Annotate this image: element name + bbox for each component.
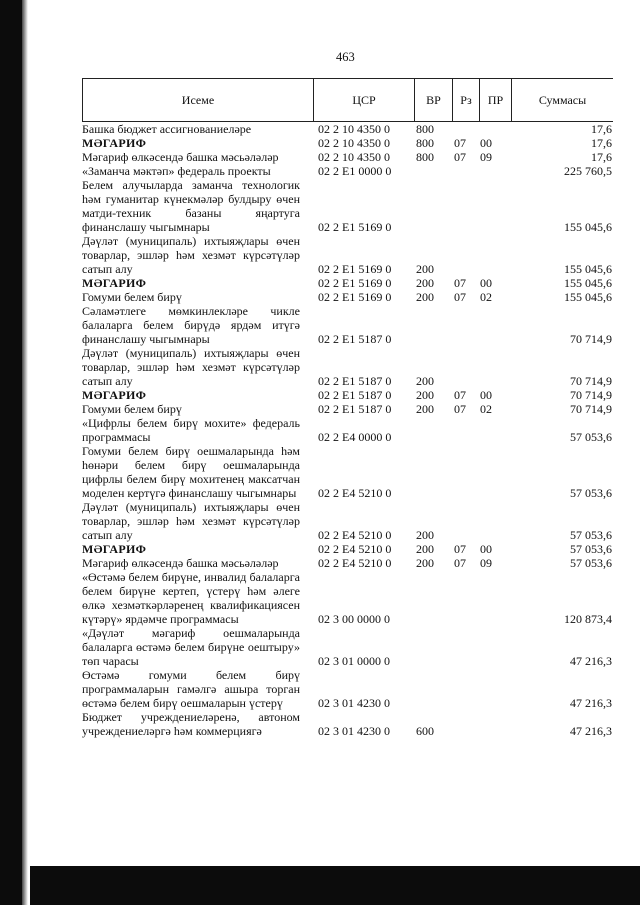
row-sum: 70 714,9 (570, 374, 612, 388)
table-row (82, 234, 612, 276)
row-sum: 47 216,3 (570, 654, 612, 668)
header-rz: Рз (453, 79, 480, 121)
row-vr-code: 800 (416, 122, 434, 136)
row-sum: 57 053,6 (570, 430, 612, 444)
row-csr-code: 02 3 01 4230 0 (318, 724, 390, 738)
row-rz-code: 07 (454, 290, 466, 304)
row-rz-code: 07 (454, 276, 466, 290)
row-sum: 155 045,6 (564, 262, 612, 276)
row-name: Гомуми белем бирү оешмаларында һәм һөнәри белем бирү оешмаларында цифрлы белем бирү мохитенең максатчан моделен кертүгә финанслашу чыгымнары (82, 444, 300, 500)
table-row (82, 136, 612, 150)
scan-border-left (0, 0, 22, 905)
row-sum: 70 714,9 (570, 388, 612, 402)
header-vr: ВР (415, 79, 453, 121)
row-pr-code: 00 (480, 276, 492, 290)
row-name: Гомуми белем бирү (82, 402, 182, 416)
table-row (82, 276, 612, 290)
row-csr-code: 02 2 10 4350 0 (318, 136, 390, 150)
row-vr-code: 200 (416, 542, 434, 556)
row-name: Дәүләт (муниципаль) ихтыяҗлары өчен товарлар, эшләр һәм хезмәт күрсәтүләр сатып алу (82, 346, 300, 388)
row-pr-code: 02 (480, 402, 492, 416)
row-vr-code: 200 (416, 276, 434, 290)
table-row (82, 178, 612, 234)
header-csr: ЦСР (314, 79, 415, 121)
row-pr-code: 02 (480, 290, 492, 304)
row-name: Белем алучыларда заманча технологик һәм гуманитар күнекмәләр булдыру өчен матди-техник базаны яңартуга финанслашу чыгымнары (82, 178, 300, 234)
row-csr-code: 02 2 10 4350 0 (318, 150, 390, 164)
row-sum: 70 714,9 (570, 402, 612, 416)
header-pr: ПР (480, 79, 512, 121)
row-rz-code: 07 (454, 556, 466, 570)
row-sum: 47 216,3 (570, 724, 612, 738)
row-sum: 155 045,6 (564, 220, 612, 234)
row-vr-code: 800 (416, 136, 434, 150)
row-name: «Өстәмә белем бирүне, инвалид балаларга белем бирүне кертеп, үстерү һәм әлеге өлкә хезмәткәрләренең квалификациясен күтәрү» ярдәмче программасы (82, 570, 300, 626)
table-row (82, 304, 612, 346)
row-sum: 57 053,6 (570, 556, 612, 570)
row-name: Мәгариф өлкәсендә башка мәсьәләләр (82, 150, 279, 164)
row-rz-code: 07 (454, 150, 466, 164)
row-name: «Заманча мәктәп» федераль проекты (82, 164, 271, 178)
row-name: МӘГАРИФ (82, 388, 147, 402)
row-pr-code: 00 (480, 542, 492, 556)
row-name: Дәүләт (муниципаль) ихтыяҗлары өчен товарлар, эшләр һәм хезмәт күрсәтүләр сатып алу (82, 234, 300, 276)
header-sum: Суммасы (538, 92, 587, 107)
row-csr-code: 02 3 01 4230 0 (318, 696, 390, 710)
row-rz-code: 07 (454, 402, 466, 416)
row-sum: 225 760,5 (564, 164, 612, 178)
table-row (82, 346, 612, 388)
row-pr-code: 00 (480, 136, 492, 150)
row-vr-code: 200 (416, 374, 434, 388)
row-sum: 155 045,6 (564, 276, 612, 290)
row-sum: 17,6 (591, 122, 612, 136)
table-row (82, 626, 612, 668)
row-pr-code: 09 (480, 150, 492, 164)
row-csr-code: 02 2 E1 5169 0 (318, 290, 392, 304)
row-vr-code: 200 (416, 528, 434, 542)
row-rz-code: 07 (454, 136, 466, 150)
row-name: Башка бюджет ассигнованиеләре (82, 122, 252, 136)
budget-table-body (82, 122, 612, 738)
row-csr-code: 02 2 10 4350 0 (318, 122, 390, 136)
row-sum: 17,6 (591, 136, 612, 150)
row-csr-code: 02 2 E1 5169 0 (318, 262, 392, 276)
table-row (82, 402, 612, 416)
row-csr-code: 02 2 E4 5210 0 (318, 528, 392, 542)
table-row (82, 164, 612, 178)
row-name: «Цифрлы белем бирү мохите» федераль программасы (82, 416, 300, 444)
row-sum: 120 873,4 (564, 612, 612, 626)
table-row (82, 556, 612, 570)
row-name: Бюджет учреждениеләренә, автоном учреждениеләргә һәм коммерциягә (82, 710, 300, 738)
row-vr-code: 800 (416, 150, 434, 164)
row-name: Гомуми белем бирү (82, 290, 182, 304)
table-row (82, 500, 612, 542)
row-sum: 155 045,6 (564, 290, 612, 304)
row-csr-code: 02 2 E1 5187 0 (318, 374, 392, 388)
table-row (82, 444, 612, 500)
row-sum: 17,6 (591, 150, 612, 164)
table-header (82, 78, 613, 122)
table-row (82, 122, 612, 136)
row-sum: 57 053,6 (570, 528, 612, 542)
row-csr-code: 02 2 E4 0000 0 (318, 430, 392, 444)
row-vr-code: 200 (416, 388, 434, 402)
row-csr-code: 02 2 E4 5210 0 (318, 486, 392, 500)
row-name: Дәүләт (муниципаль) ихтыяҗлары өчен товарлар, эшләр һәм хезмәт күрсәтүләр сатып алу (82, 500, 300, 542)
row-pr-code: 00 (480, 388, 492, 402)
row-vr-code: 600 (416, 724, 434, 738)
row-sum: 57 053,6 (570, 486, 612, 500)
page-number: 463 (336, 50, 355, 64)
row-csr-code: 02 3 00 0000 0 (318, 612, 390, 626)
row-csr-code: 02 3 01 0000 0 (318, 654, 390, 668)
row-csr-code: 02 2 E1 5169 0 (318, 276, 392, 290)
row-vr-code: 200 (416, 556, 434, 570)
row-csr-code: 02 2 E1 5187 0 (318, 388, 392, 402)
table-row (82, 416, 612, 444)
row-csr-code: 02 2 E1 0000 0 (318, 164, 392, 178)
row-name: МӘГАРИФ (82, 136, 147, 150)
table-row (82, 542, 612, 556)
row-csr-code: 02 2 E1 5187 0 (318, 332, 392, 346)
row-csr-code: 02 2 E4 5210 0 (318, 556, 392, 570)
row-name: «Дәүләт мәгариф оешмаларында балаларга өстәмә белем бирүне оештыру» төп чарасы (82, 626, 300, 668)
row-vr-code: 200 (416, 402, 434, 416)
row-csr-code: 02 2 E4 5210 0 (318, 542, 392, 556)
header-name: Исеме (83, 79, 314, 121)
row-rz-code: 07 (454, 388, 466, 402)
table-row (82, 668, 612, 710)
table-row (82, 290, 612, 304)
row-sum: 47 216,3 (570, 696, 612, 710)
row-sum: 70 714,9 (570, 332, 612, 346)
row-name: Сәламәтлеге мөмкинлекләре чикле балаларга белем бирүдә ярдәм итүгә финанслашу чыгымнары (82, 304, 300, 346)
row-name: МӘГАРИФ (82, 276, 147, 290)
row-rz-code: 07 (454, 542, 466, 556)
row-name: Өстәмә гомуми белем бирү программаларын гамәлгә ашыра торган өстәмә белем бирү оешмаларын үстерү (82, 668, 300, 710)
row-vr-code: 200 (416, 290, 434, 304)
table-row (82, 150, 612, 164)
scan-border-bottom (30, 866, 640, 905)
row-vr-code: 200 (416, 262, 434, 276)
row-csr-code: 02 2 E1 5187 0 (318, 402, 392, 416)
scan-shadow (22, 0, 28, 905)
table-row (82, 710, 612, 738)
row-sum: 57 053,6 (570, 542, 612, 556)
row-csr-code: 02 2 E1 5169 0 (318, 220, 392, 234)
table-row (82, 388, 612, 402)
table-row (82, 570, 612, 626)
row-name: Мәгариф өлкәсендә башка мәсьәләләр (82, 556, 279, 570)
row-name: МӘГАРИФ (82, 542, 147, 556)
row-pr-code: 09 (480, 556, 492, 570)
